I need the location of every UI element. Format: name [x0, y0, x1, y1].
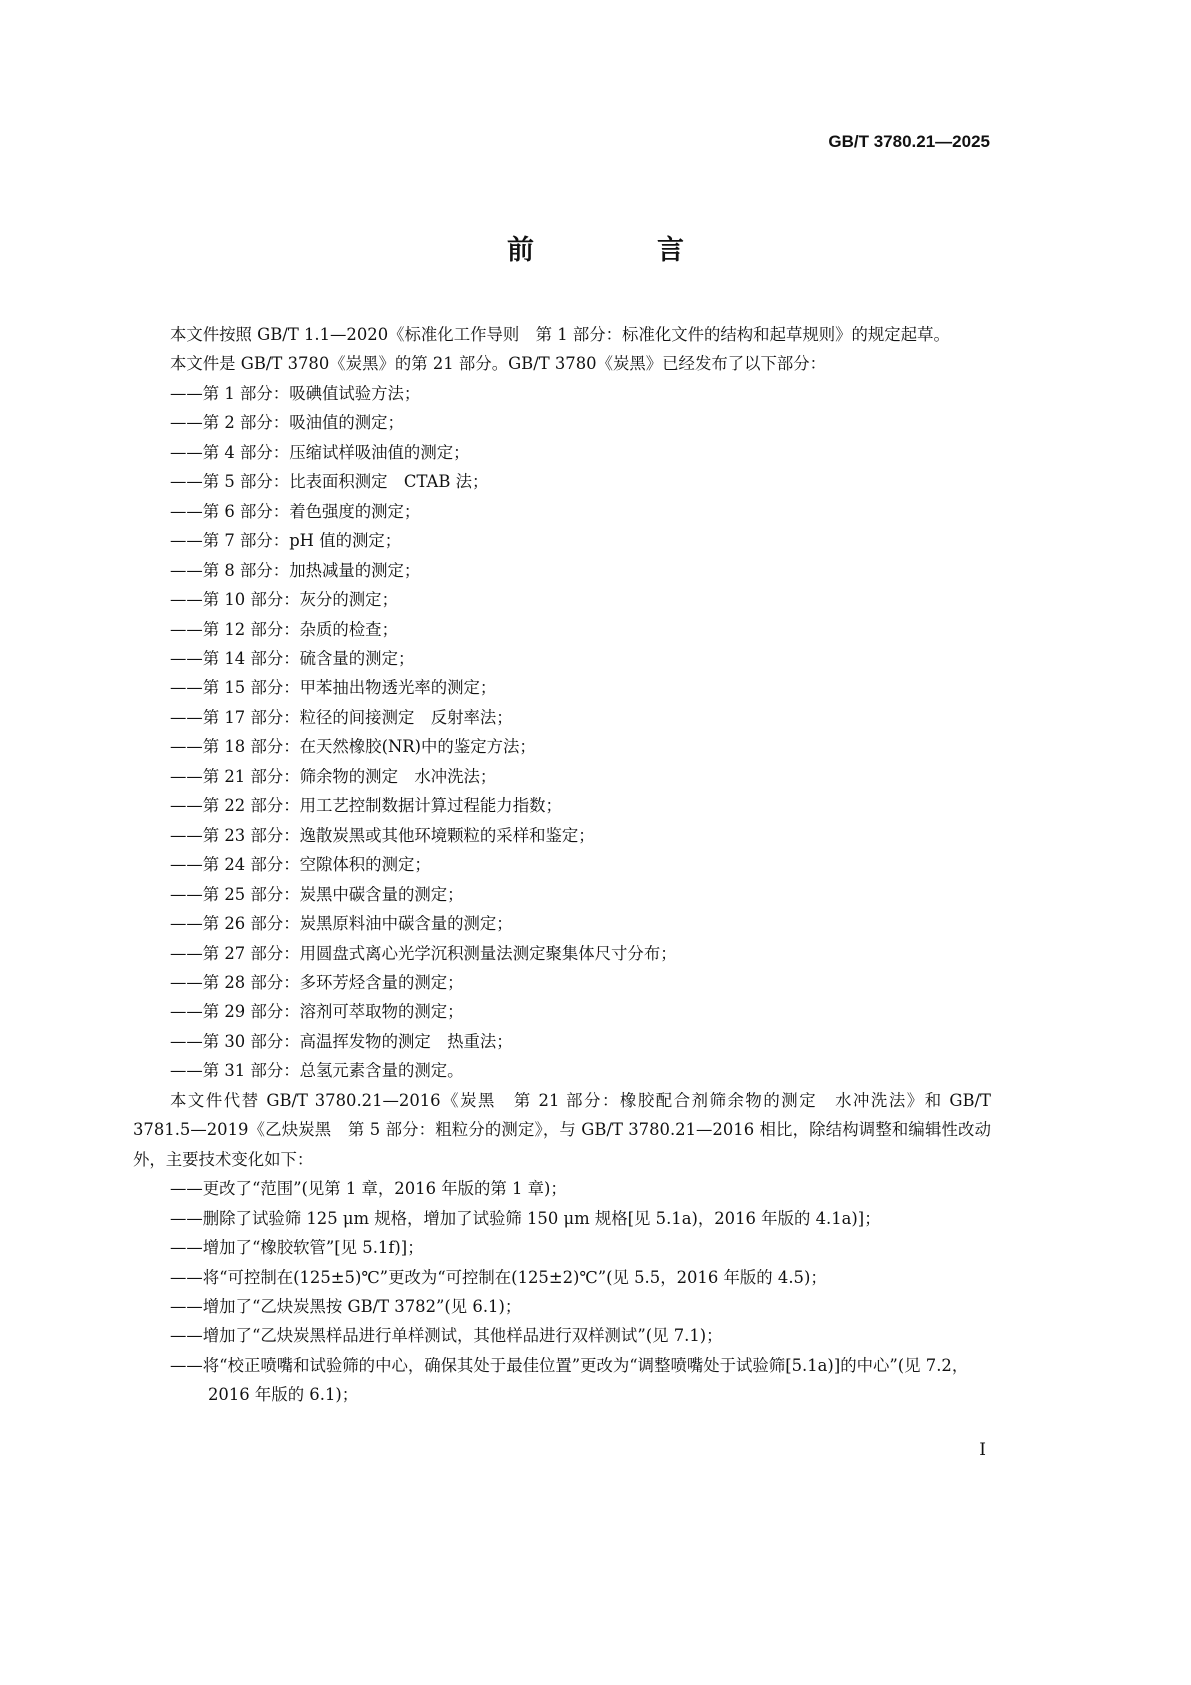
changes-list — [133, 1174, 991, 1410]
part-list-item: ——第 30 部分：高温挥发物的测定 热重法； — [170, 1031, 513, 1051]
standard-number: GB/T 3780.21—2025 — [828, 132, 990, 151]
parts-list — [133, 379, 991, 1086]
part-list-item: ——第 26 部分：炭黑原料油中碳含量的测定； — [170, 914, 513, 934]
part-list-item: ——第 10 部分：灰分的测定； — [170, 590, 398, 610]
part-list-item: ——第 8 部分：加热减量的测定； — [170, 560, 421, 580]
part-list-item: ——第 7 部分：pH 值的测定； — [170, 531, 402, 551]
part-list-item: ——第 2 部分：吸油值的测定； — [170, 413, 404, 433]
part-list-item: ——第 18 部分：在天然橡胶(NR)中的鉴定方法； — [170, 737, 536, 757]
change-list-item: ——删除了试验筛 125 μm 规格，增加了试验筛 150 μm 规格[见 5.1a)，2016 年版的 4.1a)]； — [170, 1208, 881, 1228]
part-list-item: ——第 27 部分：用圆盘式离心光学沉积测量法测定聚集体尺寸分布； — [170, 943, 677, 963]
page-number: I — [979, 1440, 986, 1460]
part-list-item: ——第 22 部分：用工艺控制数据计算过程能力指数； — [170, 796, 562, 816]
change-list-item: ——更改了“范围”(见第 1 章，2016 年版的第 1 章)； — [170, 1179, 567, 1199]
part-list-item: ——第 31 部分：总氢元素含量的测定。 — [170, 1061, 464, 1081]
part-list-item: ——第 21 部分：筛余物的测定 水冲洗法； — [170, 766, 497, 786]
part-list-item: ——第 28 部分：多环芳烃含量的测定； — [170, 972, 464, 992]
change-list-item: ——将“校正喷嘴和试验筛的中心，确保其处于最佳位置”更改为“调整喷嘴处于试验筛[5.1a)]的中心”(见 7.2，2016 年版的 6.1)； — [170, 1355, 969, 1405]
part-list-item: ——第 5 部分：比表面积测定 CTAB 法； — [170, 472, 489, 492]
part-list-item: ——第 24 部分：空隙体积的测定； — [170, 855, 431, 875]
part-list-item: ——第 15 部分：甲苯抽出物透光率的测定； — [170, 678, 497, 698]
paragraph-replaces: 本文件代替 GB/T 3780.21—2016《炭黑 第 21 部分：橡胶配合剂筛余物的测定 水冲洗法》和 GB/T 3781.5—2019《乙炔炭黑 第 5 部分：粗粒分的测定》，与 GB/T 3780.21—2016 相比，除结构调整和编辑性改动外，主要技术变化如下： — [133, 1090, 991, 1169]
part-list-item: ——第 12 部分：杂质的检查； — [170, 619, 398, 639]
paragraph-drafting: 本文件按照 GB/T 1.1—2020《标准化工作导则 第 1 部分：标准化文件的结构和起草规则》的规定起草。 — [170, 325, 950, 344]
part-list-item: ——第 29 部分：溶剂可萃取物的测定； — [170, 1002, 464, 1022]
document-body — [133, 320, 991, 1410]
page-title: 前 言 — [507, 235, 732, 266]
change-list-item: ——增加了“乙炔炭黑按 GB/T 3782”(见 6.1)； — [170, 1296, 522, 1316]
part-list-item: ——第 1 部分：吸碘值试验方法； — [170, 383, 421, 403]
part-list-item: ——第 6 部分：着色强度的测定； — [170, 501, 421, 521]
change-list-item: ——增加了“乙炔炭黑样品进行单样测试，其他样品进行双样测试”(见 7.1)； — [170, 1326, 723, 1346]
paragraph-parts-intro: 本文件是 GB/T 3780《炭黑》的第 21 部分。GB/T 3780《炭黑》已经发布了以下部分： — [170, 354, 827, 374]
change-list-item: ——增加了“橡胶软管”[见 5.1f)]； — [170, 1238, 424, 1258]
part-list-item: ——第 23 部分：逸散炭黑或其他环境颗粒的采样和鉴定； — [170, 825, 595, 845]
part-list-item: ——第 14 部分：硫含量的测定； — [170, 648, 415, 668]
part-list-item: ——第 17 部分：粒径的间接测定 反射率法； — [170, 707, 513, 727]
change-list-item: ——将“可控制在(125±5)℃”更改为“可控制在(125±2)℃”(见 5.5，2016 年版的 4.5)； — [170, 1267, 827, 1287]
part-list-item: ——第 25 部分：炭黑中碳含量的测定； — [170, 884, 464, 904]
part-list-item: ——第 4 部分：压缩试样吸油值的测定； — [170, 442, 470, 462]
